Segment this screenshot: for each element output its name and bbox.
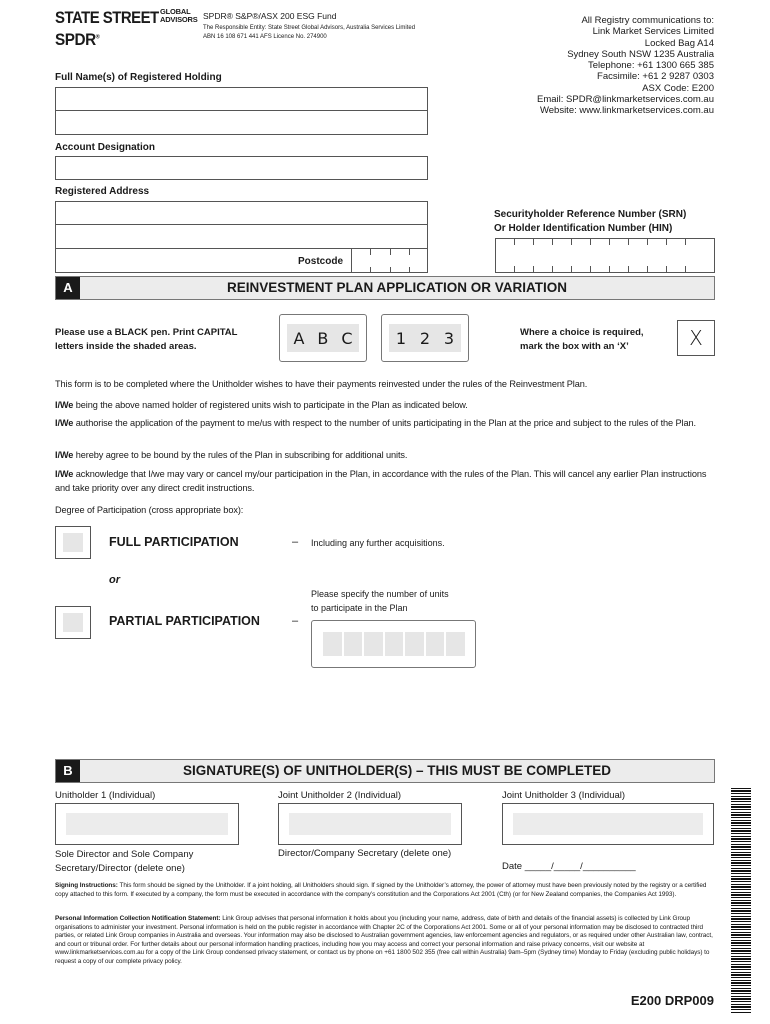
logo-reg-mark: ® bbox=[95, 34, 100, 41]
logo-spdr bbox=[55, 30, 99, 50]
degree-label: Degree of Participation (cross appropriate box): bbox=[55, 505, 244, 515]
partial-participation-checkbox[interactable] bbox=[55, 606, 91, 639]
full-participation-note: Including any further acquisitions. bbox=[311, 538, 445, 548]
director-label-1-line1: Sole Director and Sole Company bbox=[55, 849, 194, 860]
paragraph-text: authorise the application of the payment to me/us with respect to the number of units participating in the Plan at the price and subject to the rules of the Plan. bbox=[73, 418, 696, 428]
choice-instruction-line1: Where a choice is required, bbox=[520, 327, 644, 338]
fund-name: SPDR® S&P®/ASX 200 ESG Fund bbox=[203, 11, 337, 21]
registered-address-label: Registered Address bbox=[55, 186, 150, 197]
choice-instructions bbox=[520, 326, 644, 354]
privacy-text: Link Group advises that personal information it holds about you (including your name, address, date of birth and details of the financial assets) is collected by Link Group organisations to administer your investment. Personal information is held on the public register in accordance with Chapter 2C of the Corporations Act 2001. Some or all of your personal information may be disclosed to contracted third parties, or related Link Group companies in Australia and overseas. Your information may also be disclosed to Australian government agencies, law enforcement agencies and regulators, or as required under other Australian law, contract, and court or tribunal order. For further details about our personal information handling practices, including how you may access and correct your personal information and raise privacy concerns, visit our website at www.linkmarketservices.com.au for a copy of the Link Group condensed privacy statement, or contact us by phone on +61 1800 502 355 (free call within Australia) 9am–5pm (Sydney time) Monday to Friday (excluding public holidays) to request a copy of our complete privacy policy. bbox=[55, 915, 713, 965]
account-designation-label: Account Designation bbox=[55, 142, 156, 153]
logo-spdr-text: SPDR bbox=[55, 30, 96, 49]
signature-box-1[interactable] bbox=[55, 803, 239, 845]
choice-instruction-line2: mark the box with an ‘X’ bbox=[520, 341, 629, 352]
srn-label bbox=[494, 208, 686, 236]
or-label: or bbox=[109, 574, 120, 586]
registry-line: All Registry communications to: bbox=[581, 15, 714, 26]
registry-address bbox=[537, 15, 714, 117]
paragraph-text: being the above named holder of registered units wish to participate in the Plan as indicated below. bbox=[73, 400, 468, 410]
full-name-field-2[interactable] bbox=[55, 111, 428, 135]
pen-instruction-line2: letters inside the shaded areas. bbox=[55, 341, 197, 352]
authorise-paragraph bbox=[55, 416, 715, 430]
sample-digit: 2 bbox=[419, 328, 431, 348]
address-field-1[interactable] bbox=[55, 201, 428, 225]
sample-x-box: X bbox=[677, 320, 715, 356]
iwe-bold: I/We bbox=[55, 450, 74, 460]
section-a-header bbox=[55, 276, 715, 300]
sample-digit: 1 bbox=[395, 328, 407, 348]
partial-participation-label: PARTIAL PARTICIPATION bbox=[109, 614, 260, 628]
partial-units-field[interactable] bbox=[311, 620, 476, 668]
signing-instructions bbox=[55, 882, 715, 899]
specify-line1: Please specify the number of units bbox=[311, 589, 449, 599]
specify-units-note bbox=[311, 587, 449, 615]
abn-line: ABN 16 108 671 441 AFS Licence No. 274900 bbox=[203, 34, 327, 40]
full-participation-checkbox[interactable] bbox=[55, 526, 91, 559]
registry-line: Website: www.linkmarketservices.com.au bbox=[539, 105, 714, 117]
srn-label-line2: Or Holder Identification Number (HIN) bbox=[494, 223, 673, 234]
registry-line: Facsimile: +61 2 9287 0303 bbox=[597, 71, 714, 83]
registry-line: ASX Code: E200 bbox=[642, 82, 714, 94]
postcode-field[interactable] bbox=[351, 249, 428, 273]
section-a-title: REINVESTMENT PLAN APPLICATION OR VARIATION bbox=[226, 280, 567, 295]
srn-label-line1: Securityholder Reference Number (SRN) bbox=[494, 209, 687, 220]
director-label-1 bbox=[55, 848, 193, 876]
pen-instructions bbox=[55, 326, 237, 354]
logo-advisors: ADVISORS bbox=[160, 15, 198, 24]
privacy-statement bbox=[55, 915, 715, 967]
form-code: E200 DRP009 bbox=[630, 993, 714, 1008]
registry-line: Locked Bag A14 bbox=[644, 37, 714, 49]
iwe-bold: I/We bbox=[55, 469, 74, 479]
signature-box-3[interactable] bbox=[502, 803, 714, 845]
iwe-bold: I/We bbox=[55, 418, 74, 428]
logo-global-advisors bbox=[160, 8, 198, 24]
full-name-field-1[interactable] bbox=[55, 87, 428, 111]
signature-box-2[interactable] bbox=[278, 803, 462, 845]
intro-paragraph: This form is to be completed where the Unitholder wishes to have their payments reinvested under the rules of the Reinvestment Plan. bbox=[55, 379, 588, 389]
account-designation-field[interactable] bbox=[55, 156, 428, 180]
sample-letters-box bbox=[279, 314, 367, 362]
director-label-1-line2: Secretary/Director (delete one) bbox=[55, 863, 185, 874]
specify-line2: to participate in the Plan bbox=[311, 603, 408, 613]
unitholder-2-label: Joint Unitholder 2 (Individual) bbox=[278, 790, 402, 801]
signing-title: Signing Instructions: bbox=[55, 882, 118, 889]
pen-instruction-line1: Please use a BLACK pen. Print CAPITAL bbox=[55, 327, 238, 338]
entity-line: The Responsible Entity: State Street Global Advisors, Australia Services Limited bbox=[203, 25, 416, 31]
partial-dash: – bbox=[292, 615, 299, 627]
registry-line: Telephone: +61 1300 665 385 bbox=[588, 60, 714, 72]
sample-letter: A bbox=[293, 328, 305, 348]
full-dash: – bbox=[292, 536, 299, 548]
sample-digits-box bbox=[381, 314, 469, 362]
responsible-entity bbox=[203, 24, 503, 42]
section-a-letter: A bbox=[56, 277, 80, 299]
iwe-bold: I/We bbox=[55, 400, 74, 410]
sample-letter: B bbox=[317, 328, 329, 348]
full-name-label: Full Name(s) of Registered Holding bbox=[55, 72, 222, 83]
logo-global: GLOBAL bbox=[160, 7, 191, 16]
signing-text: This form should be signed by the Unitholder. If a joint holding, all Unitholders should sign. If signed by the Unitholder’s attorney, the power of attorney must have been previously noted by the registry or a certified copy attached to this form. If executed by a company, the form must be executed in accordance with the company’s constitution and the Corporations Act 2001 (Cth) (or for New Zealand companies, the Companies Act 1993). bbox=[55, 882, 707, 898]
privacy-title: Personal Information Collection Notification Statement: bbox=[55, 915, 221, 922]
registry-line: Link Market Services Limited bbox=[592, 26, 714, 38]
sample-digit: 3 bbox=[443, 328, 455, 348]
agree-paragraph bbox=[55, 448, 715, 462]
srn-hin-field[interactable] bbox=[495, 238, 715, 273]
section-b-title: SIGNATURE(S) OF UNITHOLDER(S) – THIS MUST BE COMPLETED bbox=[183, 763, 611, 778]
full-participation-label: FULL PARTICIPATION bbox=[109, 535, 239, 549]
date-field[interactable]: Date _____/_____/__________ bbox=[502, 861, 636, 872]
postcode-label: Postcode bbox=[298, 256, 344, 267]
sample-letter: C bbox=[341, 328, 353, 348]
registry-line: Email: SPDR@linkmarketservices.com.au bbox=[537, 94, 714, 106]
paragraph-text: acknowledge that I/we may vary or cancel my/our participation in the Plan, in accordance with the rules of the Plan. This will cancel any earlier Plan instructions and take priority over any direct credit instructions. bbox=[55, 469, 707, 493]
section-b-header bbox=[55, 759, 715, 783]
address-field-2[interactable] bbox=[55, 225, 428, 249]
participation-paragraph bbox=[55, 398, 715, 412]
unitholder-3-label: Joint Unitholder 3 (Individual) bbox=[502, 790, 626, 801]
unitholder-1-label: Unitholder 1 (Individual) bbox=[55, 790, 156, 801]
paragraph-text: hereby agree to be bound by the rules of the Plan in subscribing for additional units. bbox=[73, 450, 408, 460]
logo-state-street: STATE STREET bbox=[55, 8, 159, 27]
barcode-image bbox=[731, 788, 751, 1013]
director-label-2: Director/Company Secretary (delete one) bbox=[278, 848, 452, 859]
acknowledge-paragraph bbox=[55, 467, 715, 495]
section-b-letter: B bbox=[56, 760, 80, 782]
registry-line: Sydney South NSW 1235 Australia bbox=[567, 48, 714, 60]
